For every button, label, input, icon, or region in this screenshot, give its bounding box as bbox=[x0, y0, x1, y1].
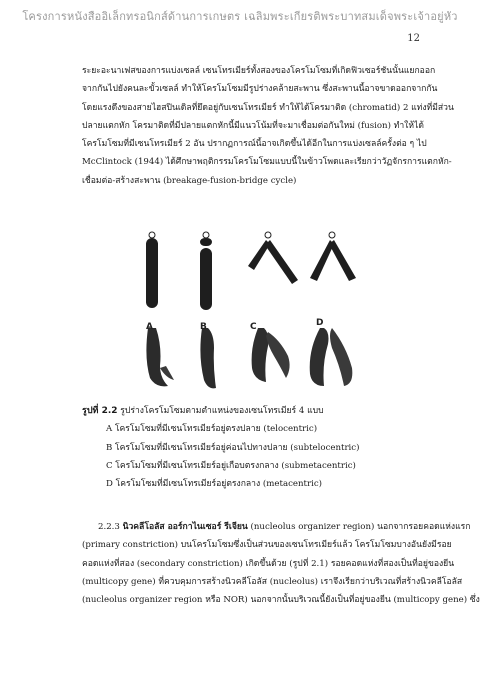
page-number: 12 bbox=[407, 33, 420, 44]
paragraph-line: โครโมโซมที่มีเซนโทรเมียร์ 2 อัน ปรากฏการณ์นี้อาจเกิดขึ้นได้อีกในการแบ่งเซลล์ครั้งต่อ ๆ ไป bbox=[82, 139, 427, 150]
figure-label-a: A bbox=[146, 322, 153, 332]
document-header: โครงการหนังสืออิเล็กทรอนิกส์ด้านการเกษตร เฉลิมพระเกียรติพระบาทสมเด็จพระเจ้าอยู่หัว bbox=[22, 10, 458, 23]
caption-title: รูปร่างโครโมโซมตามตำแหน่งของเซนโทรเมียร์ 4 แบบ bbox=[120, 406, 324, 416]
paragraph-line: ระยะอะนาเฟสของการแบ่งเซลล์ เซนโทรเมียร์ทั้งสองของโครโมโซมที่เกิดฟิวเซอร์ชันนั้นแยกออก bbox=[82, 66, 436, 76]
caption-list bbox=[82, 420, 422, 493]
paragraph-line: ปลายแตกหัก โครมาติดที่มีปลายแตกหักนี้มีแนวโน้มที่จะมาเชื่อมต่อกันใหม่ (fusion) ทำให้ได้ bbox=[82, 120, 424, 131]
chromosome-a-photo bbox=[146, 328, 174, 386]
caption-prefix: รูปที่ 2.2 bbox=[82, 406, 118, 416]
paragraph-1 bbox=[82, 62, 454, 190]
paragraph-line: เชื่อมต่อ-สร้างสะพาน (breakage-fusion-bridge cycle) bbox=[82, 175, 297, 186]
chromosome-b-drawing bbox=[200, 232, 212, 310]
paragraph-line: (primary constriction) บนโครโมโซมซึ่งเป็นส่วนของเซนโทรเมียร์แล้ว โครโมโซมบางอันยังมีรอย bbox=[82, 540, 452, 551]
caption-item: B โครโมโซมที่มีเซนโทรเมียร์อยู่ค่อนไปทางปลาย (subtelocentric) bbox=[106, 442, 360, 453]
paragraph-line: McClintock (1944) ได้ศึกษาพฤติกรรมโครโมโซมแบบนี้ในข้าวโพดและเรียกว่าวัฏจักรการแตกหัก- bbox=[82, 157, 452, 168]
paragraph-line: (nucleolus organizer region) นอกจากรอยคอดแห่งแรก bbox=[250, 522, 471, 532]
caption-item: D โครโมโซมที่มีเซนโทรเมียร์อยู่ตรงกลาง (metacentric) bbox=[106, 479, 323, 490]
paragraph-line: คอดแห่งที่สอง (secondary constriction) เกิดขึ้นด้วย (รูปที่ 2.1) รอยคอดแห่งที่สองเป็นที่อยู่ของยีน bbox=[82, 558, 455, 569]
chromosome-figure bbox=[120, 228, 380, 398]
section-number: 2.2.3 bbox=[98, 522, 120, 532]
chromosome-d-photo bbox=[310, 328, 353, 386]
paragraph-line: (nucleolus organizer region หรือ NOR) นอกจากนั้นบริเวณนี้ยังเป็นที่อยู่ของยีน (multicopy gene) ซึ่ง bbox=[82, 595, 480, 606]
paragraph-2 bbox=[82, 518, 480, 609]
chromosome-illustration bbox=[120, 228, 380, 398]
paragraph-line: (multicopy gene) ที่ควบคุมการสร้างนิวคลีโอลัส (nucleolus) เราจึงเรียกว่าบริเวณที่สร้างนิวคลีโอลัส bbox=[82, 576, 463, 587]
caption-item: A โครโมโซมที่มีเซนโทรเมียร์อยู่ตรงปลาย (telocentric) bbox=[106, 424, 318, 435]
chromosome-d-drawing bbox=[310, 232, 356, 281]
chromosome-b-photo bbox=[200, 328, 216, 388]
section-heading: นิวคลีโอลัส ออร์กาไนเซอร์ รีเจียน bbox=[122, 522, 248, 532]
figure-label-b: B bbox=[200, 322, 207, 332]
chromosome-a-drawing bbox=[146, 232, 158, 308]
paragraph-line: โดยแรงดึงของสายไฮสปินเดิลที่ยึดอยู่กับเซนโทรเมียร์ ทำให้ได้โครมาติด (chromatid) 2 แท่งที่มีส่วน bbox=[82, 102, 454, 113]
figure-label-d: D bbox=[316, 318, 324, 328]
section-first-line bbox=[82, 518, 471, 536]
caption-item: C โครโมโซมที่มีเซนโทรเมียร์อยู่เกือบตรงกลาง (submetacentric) bbox=[106, 460, 356, 471]
chromosome-c-photo bbox=[252, 328, 290, 382]
figure-label-c: C bbox=[250, 322, 257, 332]
figure-caption bbox=[82, 402, 422, 493]
chromosome-c-drawing bbox=[248, 232, 298, 284]
paragraph-line: จากกันไปยังคนละขั้วเซลล์ ทำให้โครโมโซมมีรูปร่างคล้ายสะพาน ซึ่งสะพานนี้อาจขาดออกจากกัน bbox=[82, 84, 438, 95]
caption-title-row bbox=[82, 402, 422, 420]
